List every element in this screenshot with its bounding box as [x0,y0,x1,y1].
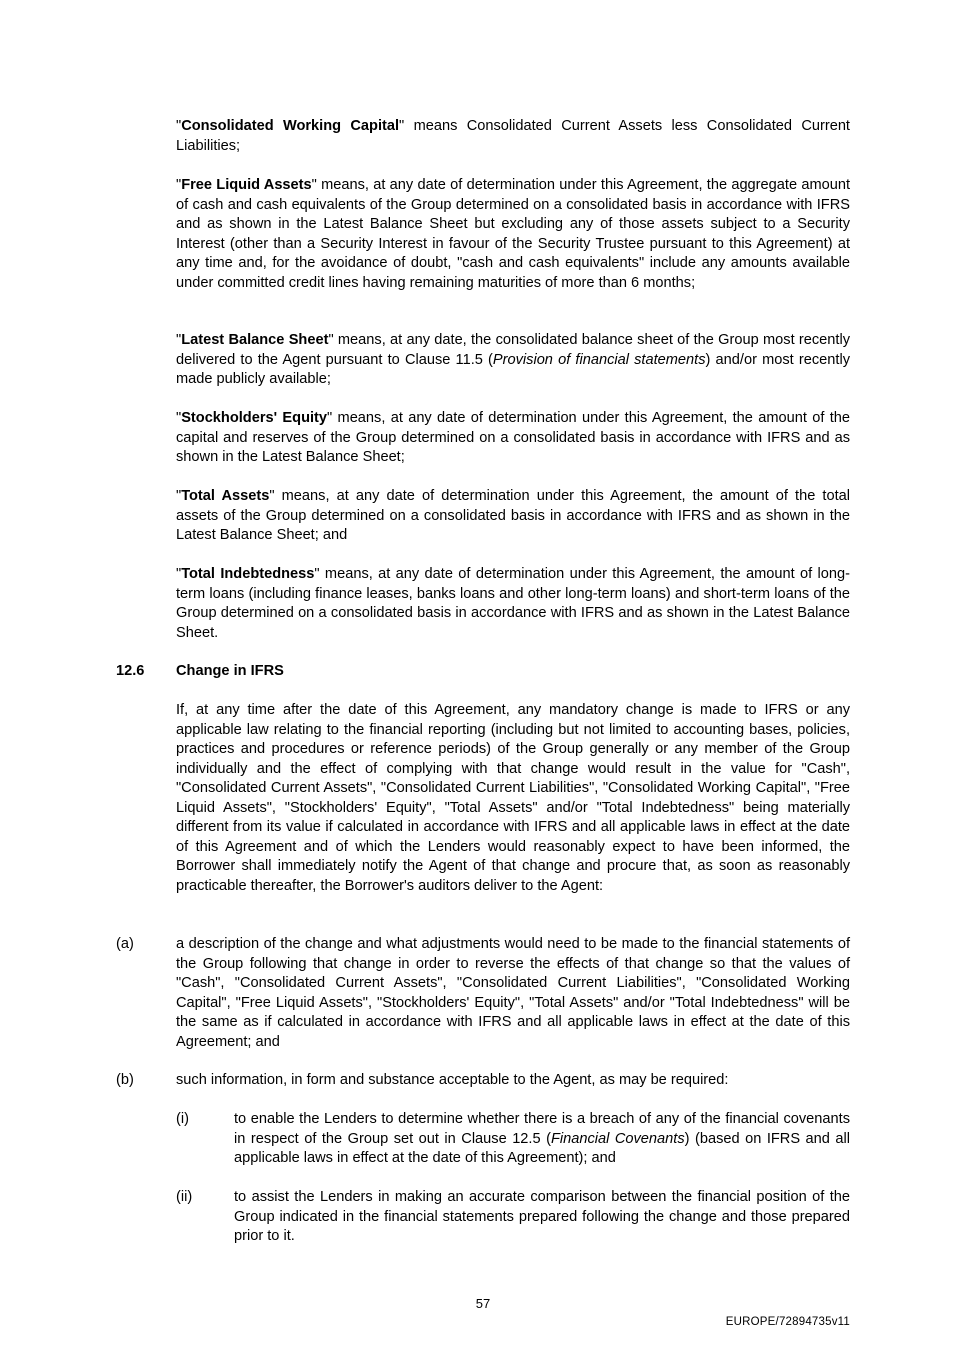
definition-total-indebtedness: "Total Indebtedness" means, at any date of determination under this Agreement, the amount of long-term loans (including finance leases, banks loans and other long-term loans) and short-term loans of the Group determined on a consolidated basis in accordance with IFRS and as shown in the Latest Balance Sheet. [176,566,850,641]
definition-latest-balance-sheet: "Latest Balance Sheet" means, at any date, the consolidated balance sheet of the Group most recently delivered to the Agent pursuant to Clause 11.5 (Provision of financial statements) and/or most recently made publicly available; [176,332,850,387]
item-b-label: (b) [116,1072,134,1088]
section-title: Change in IFRS [176,663,284,679]
sub-item-i-label: (i) [176,1111,189,1127]
definition-stockholders-equity: "Stockholders' Equity" means, at any date of determination under this Agreement, the amount of the capital and reserves of the Group determined on a consolidated basis in accordance with IFRS and as shown in the Latest Balance Sheet; [176,410,850,465]
document-reference: EUROPE/72894735v11 [725,1316,850,1328]
sub-item-i-text: to enable the Lenders to determine whether there is a breach of any of the financial covenants in respect of the Group set out in Clause 12.5 (Financial Covenants) (based on IFRS and all applicable laws in effect at the date of this Agreement); and [234,1111,850,1166]
defined-term: Consolidated Working Capital [181,118,400,134]
sub-item-ii-label: (ii) [176,1189,193,1205]
defined-term: Latest Balance Sheet [181,332,329,348]
item-a-text: a description of the change and what adjustments would need to be made to the financial statements of the Group following that change in order to reverse the effects of that change so that the values of "Cash", "Consolidated Current Assets", "Consolidated Current Liabilities", "Consolidated Working Capital", "Free Liquid Assets", "Stockholders' Equity", "Total Assets" and/or "Total Indebtedness" will be the same as if calculated in accordance with IFRS and all applicable laws in effect at the date of this Agreement; and [176,936,850,1050]
definition-free-liquid-assets: "Free Liquid Assets" means, at any date of determination under this Agreement, the aggregate amount of cash and cash equivalents of the Group determined on a consolidated basis in accordance with IFRS and as shown in the Latest Balance Sheet but excluding any of those assets subject to a Security Interest (other than a Security Interest in favour of the Security Trustee pursuant to this Agreement) at any time and, for the avoidance of doubt, "cash and cash equivalents" include any amounts available under committed credit lines having remaining maturities of more than 6 months; [176,177,851,291]
item-b-text: such information, in form and substance acceptable to the Agent, as may be required: [176,1072,729,1088]
defined-term: Total Indebtedness [181,566,315,582]
section-number: 12.6 [116,663,145,679]
clause-reference: Provision of financial statements [492,351,706,368]
page-number: 57 [475,1296,491,1311]
defined-term: Stockholders' Equity [181,410,328,426]
item-a-label: (a) [116,936,134,952]
clause-reference: Financial Covenants [550,1130,685,1147]
defined-term: Total Assets [181,488,270,504]
defined-term: Free Liquid Assets [181,177,312,193]
section-intro: If, at any time after the date of this Agreement, any mandatory change is made to IFRS or any applicable law relating to the financial reporting (including but not limited to accounting bases, policies, practices and procedures or reference periods) of the Group generally or any member of the Group individually and the effect of complying with that change would result in the value for "Cash", "Consolidated Current Assets", "Consolidated Current Liabilities", "Consolidated Working Capital", "Free Liquid Assets", "Stockholders' Equity", "Total Assets" and/or "Total Indebtedness" being materially different from its value if calculated in accordance with IFRS and all applicable laws in effect at the date of this Agreement and of which the Lenders would reasonably expect to have been informed, the Borrower shall immediately notify the Agent of that change and procure that, as soon as reasonably practicable thereafter, the Borrower's auditors deliver to the Agent: [176,702,850,894]
definition-total-assets: "Total Assets" means, at any date of determination under this Agreement, the amount of the total assets of the Group determined on a consolidated basis in accordance with IFRS and as shown in the Latest Balance Sheet; and [176,488,850,543]
sub-item-ii-text: to assist the Lenders in making an accurate comparison between the financial position of the Group indicated in the financial statements prepared following the change and those prepared prior to it. [234,1189,850,1244]
definition-consolidated-working-capital: "Consolidated Working Capital" means Consolidated Current Assets less Consolidated Current Liabilities; [176,118,850,154]
